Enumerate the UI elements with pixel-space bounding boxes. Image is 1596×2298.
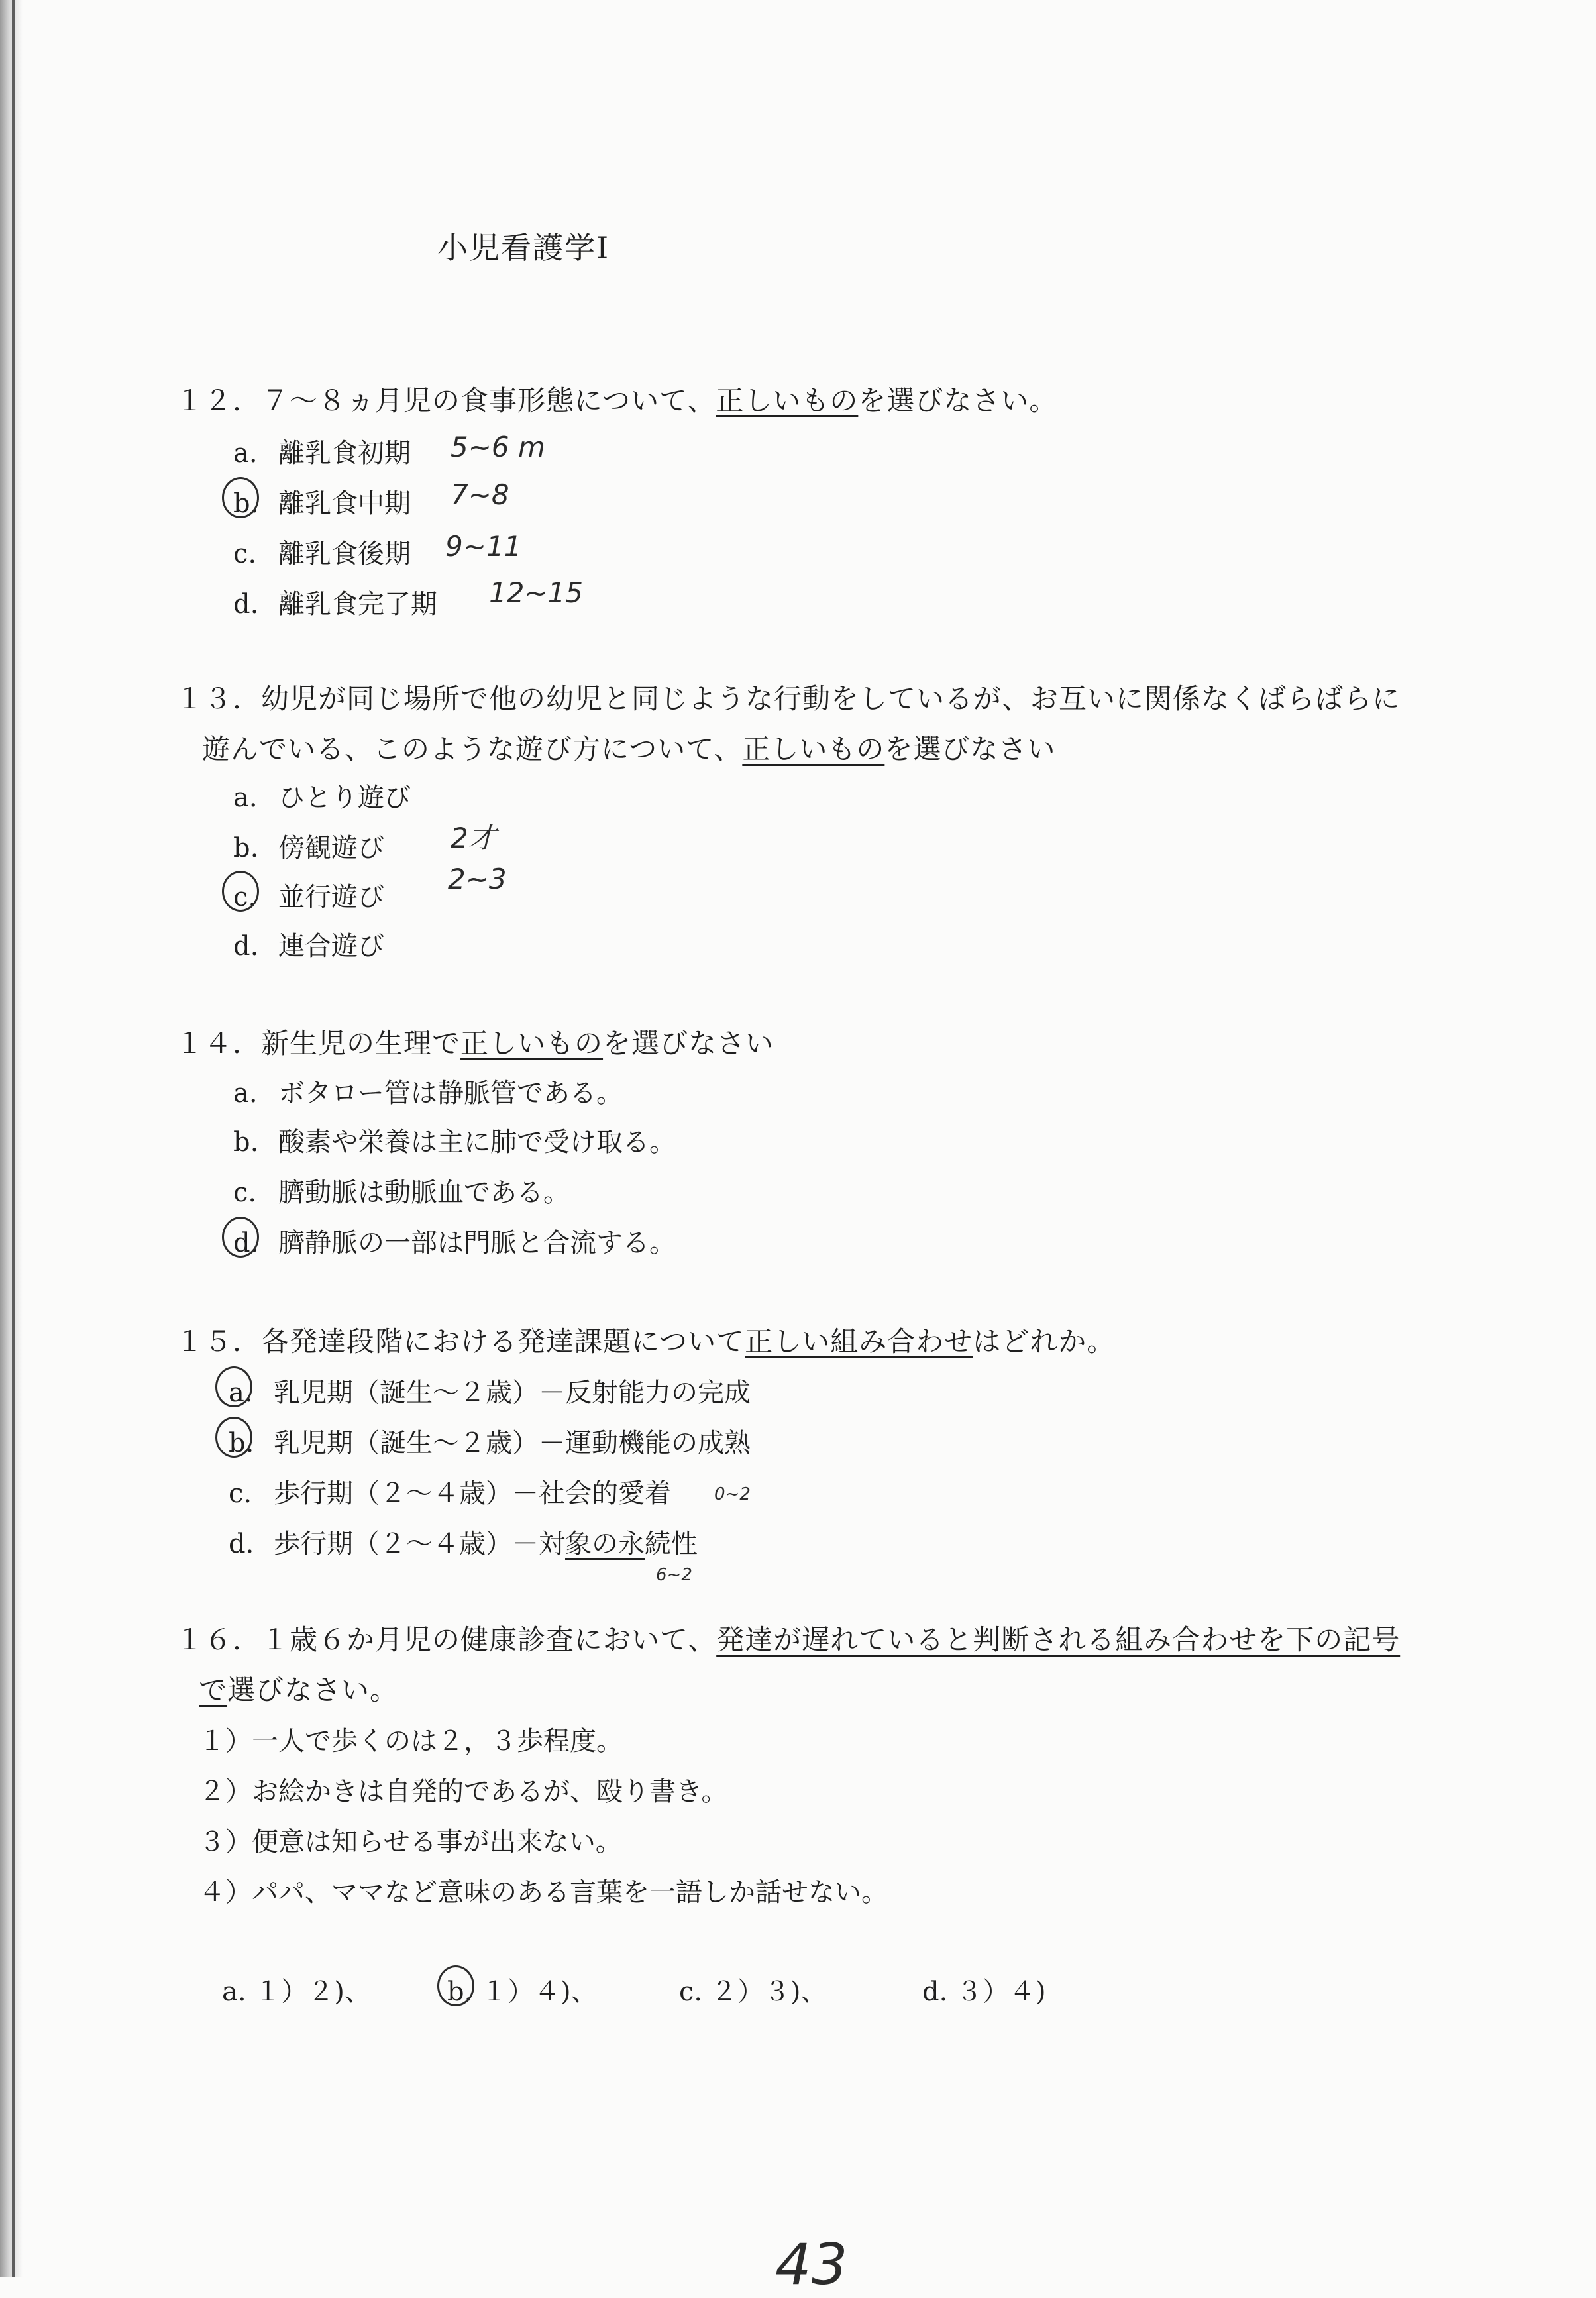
q16-answer-a[interactable]: a. １）２)、: [222, 1977, 371, 2007]
q13-option-d[interactable]: [233, 925, 384, 963]
handwritten-note: 7~8: [451, 478, 509, 511]
handwritten-note: 2才: [451, 822, 496, 854]
question-text: １歳６か月児の健康診査において、: [261, 1623, 717, 1656]
q12-option-c[interactable]: [233, 533, 411, 571]
question-text-end: を選びなさい: [884, 733, 1056, 765]
handwritten-note: 6~2: [656, 1565, 692, 1585]
question-number: １６．: [176, 1623, 262, 1656]
answer-circle-mark: [215, 1366, 252, 1407]
question-text: 遊んでいる、このような遊び方について、: [202, 733, 743, 765]
q16-answer-b[interactable]: b. １）４)、: [447, 1977, 598, 2007]
option-label: d.: [229, 1529, 254, 1559]
option-text: 臍静脈の一部は門脈と合流する。: [278, 1228, 676, 1258]
q16-item-3: ３）便意は知らせる事が出来ない。: [199, 1827, 622, 1857]
answer-circle-mark: [222, 1217, 259, 1258]
question-16: [176, 1618, 1400, 1658]
q13-option-b[interactable]: [233, 827, 384, 865]
option-label: b.: [233, 833, 259, 863]
question-text: 幼児が同じ場所で他の幼児と同じような行動をしているが、お互いに関係なくばらばらに: [261, 683, 1401, 715]
answer-circle-mark: [222, 477, 259, 518]
q14-option-b[interactable]: [233, 1121, 676, 1159]
question-text: ７～８ヵ月児の食事形態について、: [261, 384, 716, 417]
option-text: 歩行期（２～４歳）－対: [274, 1529, 565, 1559]
option-text: 連合遊び: [278, 931, 384, 961]
option-text: 並行遊び: [278, 882, 384, 912]
question-emphasis: 正しいもの: [460, 1027, 604, 1060]
option-text: 乳児期（誕生～２歳）－反射能力の完成: [274, 1378, 751, 1408]
answer-circle-mark: [215, 1417, 252, 1458]
question-number: １５．: [176, 1325, 262, 1358]
answer-circle-mark: [222, 871, 259, 912]
q16-item-4: ４）パパ、ママなど意味のある言葉を一語しか話せない。: [199, 1877, 888, 1908]
option-text: 離乳食完了期: [278, 589, 437, 620]
option-label: d.: [233, 589, 259, 620]
q16-answer-d[interactable]: d. ３）４): [922, 1977, 1046, 2007]
question-emphasis: 正しいもの: [742, 733, 885, 765]
option-label: a.: [233, 783, 258, 813]
option-text: 離乳食初期: [278, 438, 411, 468]
option-text: 傍観遊び: [278, 833, 384, 863]
q13-option-a[interactable]: [233, 777, 411, 814]
handwritten-note: 5~6 m: [451, 431, 545, 463]
question-number: １４．: [176, 1027, 262, 1060]
option-label: c.: [233, 539, 257, 569]
q16-answer-c[interactable]: c. ２）３)、: [679, 1977, 827, 2007]
option-label: a.: [233, 438, 258, 468]
handwritten-note: 12~15: [489, 576, 584, 609]
question-13: [176, 677, 1401, 717]
option-label: a.: [233, 1078, 258, 1109]
option-label: d.: [233, 1228, 259, 1258]
page-title: 小児看護学Ⅰ: [437, 230, 610, 266]
question-16-line2: [199, 1669, 398, 1708]
page-number: 43: [775, 2232, 848, 2298]
question-12: [176, 379, 1057, 419]
question-emphasis: 発達が遅れていると判断される組み合わせを下の記号: [716, 1623, 1401, 1656]
option-label: b.: [233, 1127, 259, 1158]
q14-option-d[interactable]: [233, 1222, 676, 1260]
option-label: b.: [233, 488, 259, 519]
q16-item-1: １）一人で歩くのは２，３歩程度。: [199, 1726, 623, 1757]
scan-edge-shadow: [0, 0, 23, 2277]
question-text-end: を選びなさい。: [858, 384, 1058, 417]
answer-circle-mark: [437, 1965, 474, 2006]
option-label: b.: [229, 1428, 254, 1458]
handwritten-note: 0~2: [714, 1484, 751, 1504]
question-15: [176, 1320, 1115, 1360]
option-text: 歩行期（２～４歳）－社会的愛着: [274, 1478, 671, 1509]
option-text-end: 続性: [645, 1529, 698, 1559]
q16-item-2: ２）お絵かきは自発的であるが、殴り書き。: [199, 1777, 728, 1807]
question-text: 新生児の生理で: [261, 1027, 461, 1060]
option-text: ボタロー管は静脈管である。: [278, 1078, 623, 1109]
q14-option-c[interactable]: [233, 1172, 570, 1209]
option-text-emphasis: 象の永: [565, 1529, 645, 1559]
option-label: a.: [229, 1378, 253, 1408]
q15-option-c[interactable]: [229, 1472, 671, 1510]
handwritten-note: 2~3: [448, 863, 507, 895]
question-number: １３．: [176, 683, 262, 715]
q12-option-a[interactable]: [233, 432, 411, 470]
q12-option-b[interactable]: [233, 482, 411, 520]
option-label: d.: [233, 931, 259, 961]
question-number: １２．: [176, 384, 262, 417]
question-emphasis: 正しいもの: [716, 384, 859, 417]
option-text: 乳児期（誕生～２歳）－運動機能の成熟: [274, 1428, 751, 1458]
option-label: c.: [229, 1478, 252, 1509]
scan-edge-line: [12, 0, 15, 2277]
question-text-end: を選びなさい: [603, 1027, 774, 1060]
handwritten-note: 9~11: [445, 530, 522, 563]
question-text-end: 選びなさい。: [227, 1674, 399, 1706]
question-emphasis: で: [199, 1674, 228, 1706]
question-emphasis: 正しい組み合わせ: [745, 1325, 973, 1358]
option-text: 臍動脈は動脈血である。: [278, 1177, 570, 1208]
q15-option-b[interactable]: [229, 1422, 751, 1460]
question-text: 各発達段階における発達課題について: [261, 1325, 745, 1358]
option-label: c.: [233, 882, 257, 912]
option-label: c.: [233, 1177, 257, 1208]
option-text: 離乳食中期: [278, 488, 411, 519]
question-14: [176, 1022, 774, 1062]
q15-option-a[interactable]: [229, 1372, 751, 1409]
option-text: 離乳食後期: [278, 539, 411, 569]
option-text: 酸素や栄養は主に肺で受け取る。: [278, 1127, 676, 1158]
option-text: ひとり遊び: [278, 783, 411, 813]
q14-option-a[interactable]: [233, 1072, 623, 1110]
q12-option-d[interactable]: [233, 583, 437, 621]
q15-option-d[interactable]: [229, 1523, 698, 1560]
question-text-end: はどれか。: [973, 1325, 1116, 1358]
question-13-line2: [202, 728, 1055, 767]
